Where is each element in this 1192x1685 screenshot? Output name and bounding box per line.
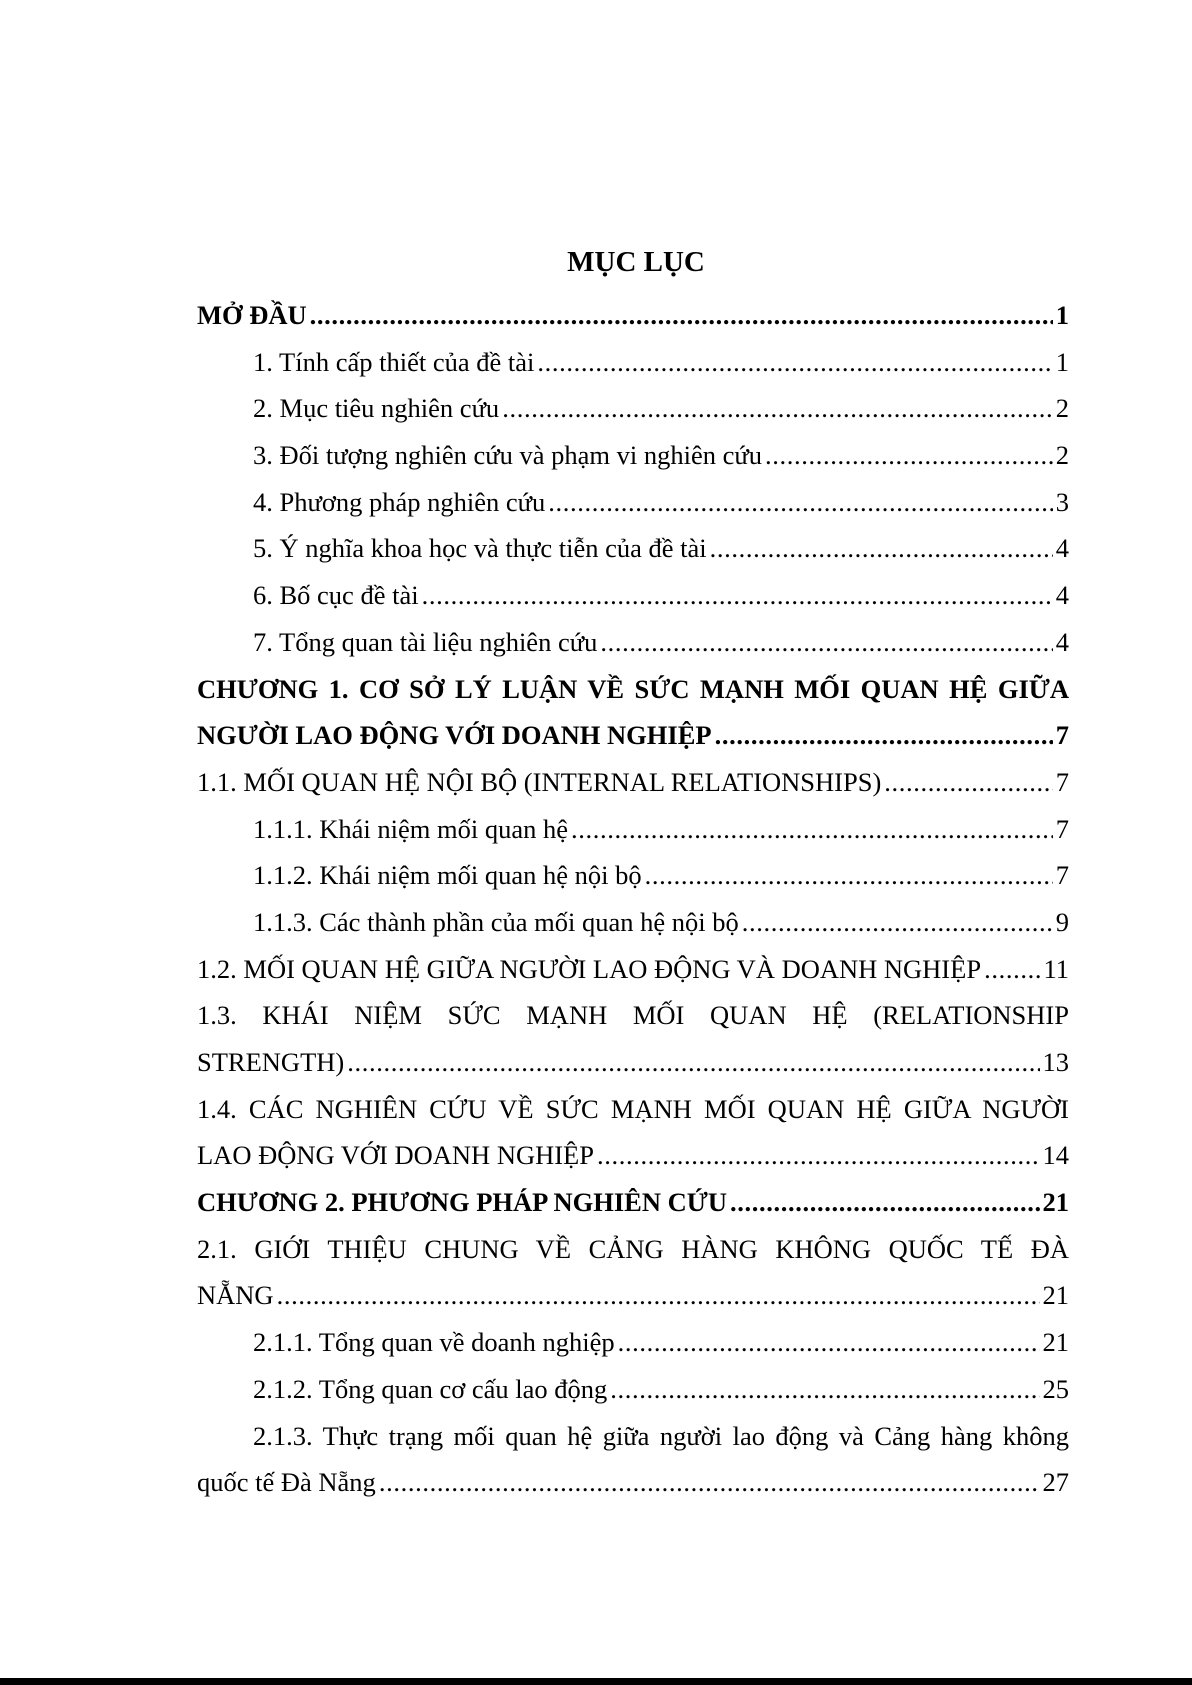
toc-entry-5[interactable] [197,525,1069,572]
toc-entry-text: 6. Bố cục đề tài [253,580,419,611]
toc-entry-text: 1.1.3. Các thành phần của mối quan hệ nội bộ [253,906,739,937]
toc-entry-text: 3. Đối tượng nghiên cứu và phạm vi nghiên cứu [253,440,762,471]
toc-entry-chapter-1[interactable] [197,712,1069,759]
toc-entry-2-1-1[interactable] [197,1319,1069,1366]
toc-entry-page: 4 [1055,580,1069,611]
dot-leader [765,432,1053,479]
toc-entry-1-3[interactable] [197,1039,1069,1086]
dot-leader [618,1319,1040,1366]
toc-entry-text: MỞ ĐẦU [197,299,307,330]
toc-entry-1-4[interactable] [197,1132,1069,1179]
toc-entry-page: 25 [1042,1373,1069,1404]
dot-leader [610,1366,1039,1413]
dot-leader [715,712,1053,759]
toc-entry-text: 1.1. MỐI QUAN HỆ NỘI BỘ (INTERNAL RELATIONSHIPS) [197,766,882,797]
toc-entry-1-1-1[interactable] [197,806,1069,853]
toc-title: MỤC LỤC [567,246,705,278]
toc-entry-page: 27 [1042,1467,1069,1498]
toc-entry-text: STRENGTH) [197,1046,345,1077]
dot-leader [548,479,1052,526]
toc-entry-text: 1. Tính cấp thiết của đề tài [253,346,535,377]
toc-entry-2-1[interactable] [197,1272,1069,1319]
toc-entry-page: 21 [1042,1187,1069,1218]
toc-entry-chapter-1-line1[interactable] [197,666,1069,713]
toc-entry-text: LAO ĐỘNG VỚI DOANH NGHIỆP [197,1140,594,1171]
toc-entry-text: 2.1.1. Tổng quan về doanh nghiệp [253,1327,615,1358]
dot-leader [984,946,1040,993]
toc-entry-2-1-3-line1[interactable] [197,1413,1069,1460]
toc-entry-page: 4 [1055,533,1069,564]
toc-entry-page: 7 [1055,813,1069,844]
toc-entry-1-1-2[interactable] [197,852,1069,899]
toc-entry-page: 7 [1055,860,1069,891]
toc-entry-1-1[interactable] [197,759,1069,806]
toc-entry-page: 21 [1042,1327,1069,1358]
toc-entry-7[interactable] [197,619,1069,666]
dot-leader [710,525,1053,572]
dot-leader [645,852,1053,899]
dot-leader [742,899,1053,946]
toc-entry-page: 14 [1042,1140,1069,1171]
toc-entry-2-1-3[interactable] [197,1459,1069,1506]
toc-entry-page: 9 [1055,906,1069,937]
toc-entry-mo-dau[interactable] [197,292,1069,339]
toc-entry-text: quốc tế Đà Nẵng [197,1467,376,1498]
dot-leader [600,619,1052,666]
toc-entry-2[interactable] [197,385,1069,432]
dot-leader [347,1039,1039,1086]
toc-entry-text: 2.1. GIỚI THIỆU CHUNG VỀ CẢNG HÀNG KHÔNG QUỐC TẾ ĐÀ [197,1233,1069,1264]
toc-entry-text: NẴNG [197,1280,274,1311]
toc-entry-text: 1.2. MỐI QUAN HỆ GIỮA NGƯỜI LAO ĐỘNG VÀ DOANH NGHIỆP [197,953,982,984]
toc-entry-page: 7 [1055,720,1069,751]
toc-entry-1-2[interactable] [197,946,1069,993]
dot-leader [422,572,1053,619]
toc-entry-page: 4 [1055,626,1069,657]
toc-entry-page: 11 [1043,953,1069,984]
toc-entry-page: 3 [1055,486,1069,517]
toc-entry-1[interactable] [197,339,1069,386]
toc-entry-2-1-line1[interactable] [197,1226,1069,1273]
toc-entry-text: 1.4. CÁC NGHIÊN CỨU VỀ SỨC MẠNH MỐI QUAN HỆ GIỮA NGƯỜI [197,1093,1069,1124]
toc-entry-chapter-2[interactable] [197,1179,1069,1226]
toc-entry-text: 4. Phương pháp nghiên cứu [253,486,546,517]
toc-entry-page: 1 [1055,346,1069,377]
toc-entry-text: CHƯƠNG 1. CƠ SỞ LÝ LUẬN VỀ SỨC MẠNH MỐI QUAN HỆ GIỮA [197,673,1069,704]
dot-leader [379,1459,1040,1506]
toc-entry-text: 2.1.3. Thực trạng mối quan hệ giữa người lao động và Cảng hàng không [253,1420,1069,1451]
toc-entry-page: 2 [1055,440,1069,471]
toc-entry-text: 7. Tổng quan tài liệu nghiên cứu [253,626,598,657]
toc-entry-1-4-line1[interactable] [197,1086,1069,1133]
dot-leader [884,759,1052,806]
toc-entry-1-1-3[interactable] [197,899,1069,946]
toc-entry-page: 21 [1042,1280,1069,1311]
toc-entry-text: NGƯỜI LAO ĐỘNG VỚI DOANH NGHIỆP [197,720,712,751]
dot-leader [597,1132,1040,1179]
bottom-border [0,1678,1192,1685]
toc-entry-3[interactable] [197,432,1069,479]
toc-entry-text: CHƯƠNG 2. PHƯƠNG PHÁP NGHIÊN CỨU [197,1187,727,1218]
dot-leader [502,385,1053,432]
table-of-contents [197,292,1069,1506]
toc-entry-text: 5. Ý nghĩa khoa học và thực tiễn của đề tài [253,533,707,564]
toc-entry-text: 1.3. KHÁI NIỆM SỨC MẠNH MỐI QUAN HỆ (RELATIONSHIP [197,1000,1069,1031]
toc-entry-text: 1.1.1. Khái niệm mối quan hệ [253,813,568,844]
dot-leader [730,1179,1040,1226]
toc-entry-text: 1.1.2. Khái niệm mối quan hệ nội bộ [253,860,642,891]
dot-leader [571,806,1053,853]
dot-leader [310,292,1053,339]
toc-entry-page: 7 [1055,766,1069,797]
toc-entry-text: 2. Mục tiêu nghiên cứu [253,393,500,424]
toc-entry-4[interactable] [197,479,1069,526]
toc-entry-page: 1 [1055,299,1069,330]
dot-leader [537,339,1052,386]
toc-entry-page: 13 [1042,1046,1069,1077]
toc-entry-2-1-2[interactable] [197,1366,1069,1413]
toc-entry-6[interactable] [197,572,1069,619]
toc-entry-page: 2 [1055,393,1069,424]
dot-leader [277,1272,1040,1319]
toc-entry-1-3-line1[interactable] [197,992,1069,1039]
toc-entry-text: 2.1.2. Tổng quan cơ cấu lao động [253,1373,608,1404]
